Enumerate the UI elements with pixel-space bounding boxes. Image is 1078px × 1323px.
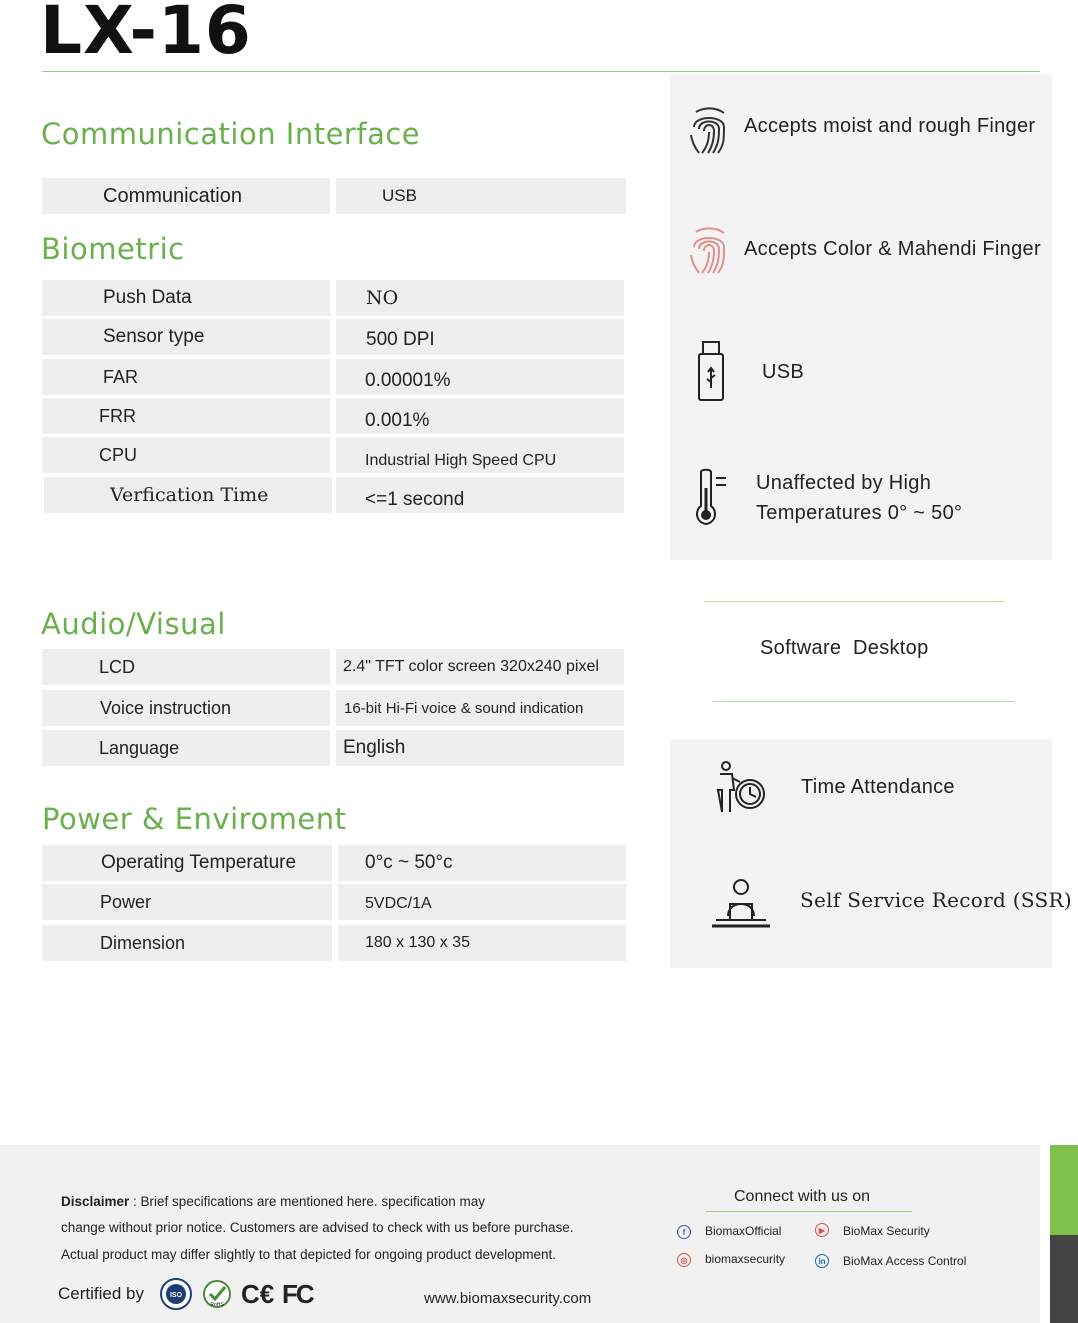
software-divider-bottom bbox=[712, 701, 1014, 702]
rohs-badge-icon bbox=[202, 1278, 232, 1310]
spec-label: Communication bbox=[42, 178, 330, 214]
spec-value: 16-bit Hi-Fi voice & sound indication bbox=[336, 690, 624, 726]
ce-mark-icon: C€ bbox=[241, 1279, 275, 1309]
side-accent-green bbox=[1050, 1145, 1078, 1235]
spec-label: Language bbox=[42, 730, 330, 766]
spec-label: Power bbox=[42, 884, 332, 920]
spec-label: CPU bbox=[42, 437, 330, 473]
spec-value: 0.001% bbox=[336, 398, 624, 434]
feature-usb: USB bbox=[762, 361, 805, 383]
spec-value: 0.00001% bbox=[336, 359, 624, 395]
connect-divider bbox=[706, 1211, 912, 1212]
spec-label: Sensor type bbox=[42, 319, 330, 355]
iso-badge-icon bbox=[160, 1278, 192, 1310]
section-heading-power: Power & Enviroment bbox=[42, 802, 347, 836]
title-divider bbox=[42, 71, 1040, 72]
spec-label: LCD bbox=[42, 649, 330, 685]
spec-value: 2.4" TFT color screen 320x240 pixel bbox=[336, 649, 624, 685]
spec-value: 500 DPI bbox=[336, 319, 624, 355]
spec-label: FAR bbox=[42, 359, 330, 395]
software-platform: Software Desktop bbox=[760, 637, 929, 659]
feature-temperature-line2: Temperatures 0° ~ 50° bbox=[756, 502, 963, 524]
software-divider-top bbox=[704, 601, 1004, 602]
side-accent-dark bbox=[1050, 1235, 1078, 1323]
website-link[interactable]: www.biomaxsecurity.com bbox=[424, 1290, 592, 1307]
spec-value: 5VDC/1A bbox=[338, 884, 626, 920]
spec-label: Voice instruction bbox=[42, 690, 330, 726]
spec-value: NO bbox=[336, 280, 624, 316]
social-facebook[interactable]: BiomaxOfficial bbox=[705, 1224, 782, 1238]
youtube-icon[interactable]: ▶ bbox=[815, 1223, 829, 1237]
disclaimer-text: : Brief specifications are mentioned here. specification may bbox=[129, 1194, 485, 1209]
spec-label: Dimension bbox=[42, 925, 332, 961]
instagram-icon[interactable]: ◎ bbox=[677, 1253, 691, 1267]
usb-icon bbox=[696, 340, 728, 404]
time-attendance-icon bbox=[712, 760, 770, 816]
feature-moist-finger: Accepts moist and rough Finger bbox=[744, 115, 1036, 137]
fcc-mark-icon: FC bbox=[282, 1279, 313, 1309]
spec-label: Operating Temperature bbox=[42, 845, 332, 881]
section-heading-audio-visual: Audio/Visual bbox=[41, 607, 226, 641]
spec-label: Verfication Time bbox=[44, 477, 332, 513]
feature-temperature-line1: Unaffected by High bbox=[756, 472, 932, 494]
feature-time-attendance: Time Attendance bbox=[801, 776, 955, 798]
thermometer-icon bbox=[690, 468, 730, 528]
disclaimer-line1 bbox=[61, 1194, 485, 1209]
disclaimer-line3: Actual product may differ slightly to that depicted for ongoing product development. bbox=[61, 1247, 557, 1262]
feature-ssr: Self Service Record (SSR) bbox=[800, 888, 1072, 912]
fingerprint-icon bbox=[688, 105, 730, 161]
disclaimer-label: Disclaimer bbox=[61, 1194, 130, 1209]
feature-color-finger: Accepts Color & Mahendi Finger bbox=[744, 238, 1041, 260]
social-linkedin[interactable]: BioMax Access Control bbox=[843, 1254, 967, 1268]
spec-label: Push Data bbox=[42, 280, 330, 316]
social-instagram[interactable]: biomaxsecurity bbox=[705, 1252, 786, 1266]
rohs-badge-text: RoHS bbox=[210, 1302, 224, 1308]
spec-value: English bbox=[336, 730, 624, 766]
spec-label: FRR bbox=[42, 398, 330, 434]
spec-value: 0°c ~ 50°c bbox=[338, 845, 626, 881]
self-service-icon bbox=[708, 876, 772, 932]
iso-badge-text: ISO bbox=[169, 1292, 183, 1299]
disclaimer-line2: change without prior notice. Customers are advised to check with us before purchase. bbox=[61, 1220, 574, 1235]
product-title: LX-16 bbox=[40, 0, 252, 69]
section-heading-biometric: Biometric bbox=[41, 232, 185, 266]
connect-heading: Connect with us on bbox=[734, 1188, 871, 1205]
section-heading-communication: Communication Interface bbox=[41, 117, 421, 151]
facebook-icon[interactable]: f bbox=[677, 1225, 691, 1239]
spec-value: USB bbox=[336, 178, 626, 214]
linkedin-icon[interactable]: in bbox=[815, 1254, 829, 1268]
spec-value: Industrial High Speed CPU bbox=[336, 437, 624, 473]
color-fingerprint-icon bbox=[688, 225, 730, 281]
spec-value: 180 x 130 x 35 bbox=[338, 925, 626, 961]
spec-value: <=1 second bbox=[336, 477, 624, 513]
social-youtube[interactable]: BioMax Security bbox=[843, 1224, 930, 1238]
certified-by-label: Certified by bbox=[58, 1284, 144, 1303]
